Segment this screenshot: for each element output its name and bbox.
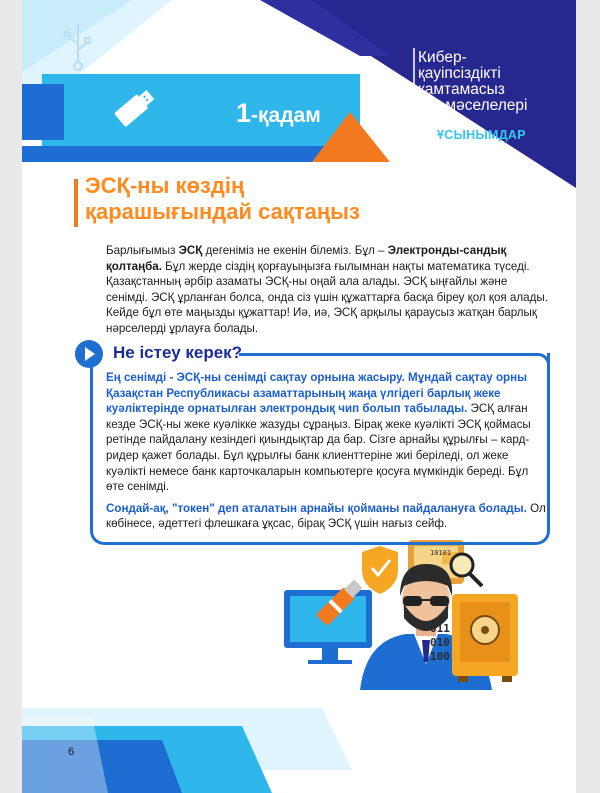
binary-line: 100 — [430, 650, 450, 663]
banner-title-line: қауіпсіздікті — [418, 65, 501, 82]
heading-line: қарашығындай сақтаңыз — [85, 199, 360, 224]
banner-title-line: қамтамасыз — [418, 81, 505, 98]
section-heading — [85, 173, 415, 225]
intro-paragraph: Барлығымыз ЭСҚ дегеніміз не екенін білеміз. Бұл – Электронды-сандық қолтаңба. Бұл жерде сіздің қорғауыңызға ғылымнан нақты математика түседі. Қазақстанның әрбір азаматы ЭСҚ-ны оңай ала алады. ЭСҚ ыңғайлы және сенімді. ЭСҚ ұрланған болса, онда сіз үшін құжаттарға басқа біреу қол қоя алады. Кейде бұл өте маңызды құжаттар! Иә, иә, ЭСҚ арқылы қараусыз жатқан барлық нәрселерді ұрлауға болады. — [106, 244, 548, 335]
binary-line: 010 — [430, 636, 450, 649]
heading-accent-bar — [74, 179, 78, 227]
step-number: 1 — [236, 98, 252, 128]
step-label: -қадам — [251, 104, 321, 127]
advice-paragraph-1: Ең сенімді - ЭСҚ-ны сенімді сақтау орнына жасыру. Мұндай сақтау орны Қазақстан Республикасы азаматтарының жаңа үлгідегі барлық жеке куәліктерінде орнатылған электрондық чип болып табылады. ЭСҚ алған кезде ЭСҚ-ны жеке куәлікке жазуды сұраңыз. Бірақ жеке куәлікті ЭСҚ қоймасы ретінде пайдалану кезіндегі қиындықтар да бар. Сізге арнайы құрылғы – кард-ридер қажет болады. Бұл құрылғы банк клиенттеріне жиі беріледі, ол жеке куәлікті немесе банк карточкаларын компьютерге қосуға мүмкіндік береді. Бұл өте сенімді. — [106, 371, 531, 494]
banner-subtitle: ҰСЫНЫМДАР — [437, 128, 526, 142]
binary-line: 10101 — [430, 549, 452, 557]
banner-title — [418, 50, 527, 114]
binary-line: 011 — [430, 622, 450, 635]
safe-icon — [452, 594, 518, 682]
binary-text — [430, 549, 451, 557]
heading-line: ЭСҚ-ны көздің — [85, 173, 245, 198]
binary-text-lower — [430, 622, 450, 664]
banner-title-line: ету мәселелері — [418, 97, 528, 114]
illustration — [284, 540, 518, 690]
step-title — [236, 98, 321, 129]
document-page — [22, 0, 576, 793]
banner-title-line: Кибер- — [418, 49, 467, 66]
monitor-icon — [284, 590, 372, 664]
what-to-do-label: Не істеу керек? — [113, 343, 243, 362]
play-arrow-icon — [75, 340, 103, 368]
what-to-do-text — [106, 370, 546, 538]
page-number: 6 — [68, 746, 75, 758]
shield-icon — [362, 546, 398, 594]
advice-paragraph-2: Сондай-ақ, "токен" деп аталатын арнайы қойманы пайдалануға болады. Ол көбінесе, әдеттегі флешкаға ұқсас, бірақ ЭСҚ үшін нағыз сейф. — [106, 501, 546, 531]
